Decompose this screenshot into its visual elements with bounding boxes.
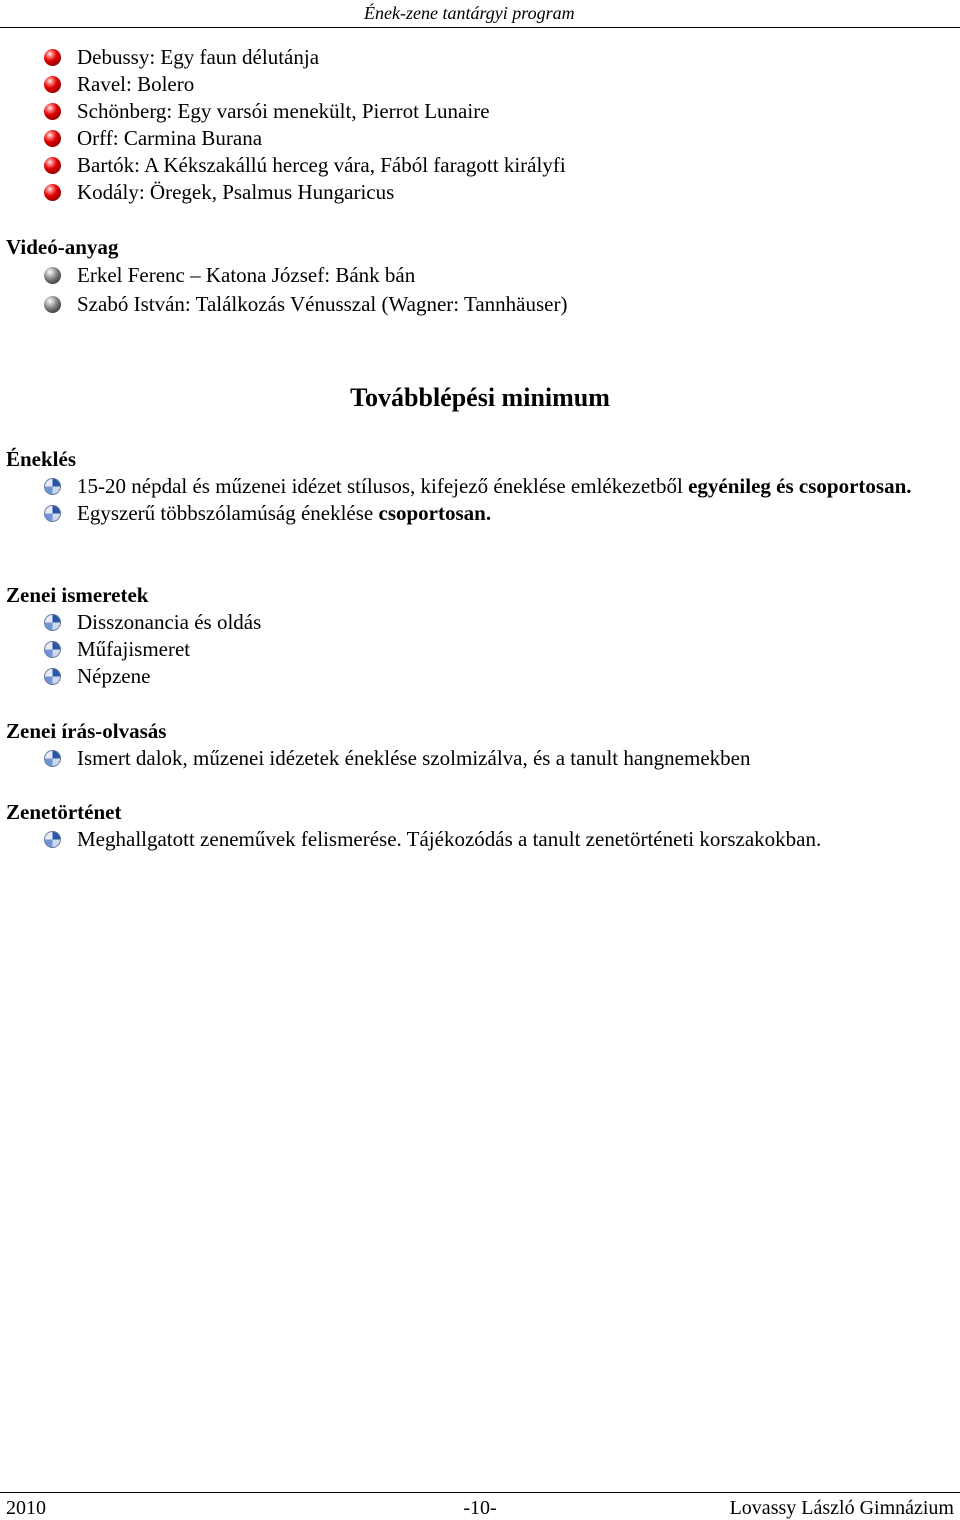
blue-pie-bullet-icon [44,478,61,495]
list-item [0,609,960,636]
list-item [0,179,960,206]
blue-pie-bullet-icon [44,614,61,631]
list-item [0,44,960,71]
red-ball-bullet-icon [44,184,61,201]
red-ball-bullet-icon [44,103,61,120]
list-item [0,291,960,318]
gray-ball-bullet-icon [44,267,61,284]
list-item [0,152,960,179]
list-item-label: Debussy: Egy faun délutánja [77,45,320,69]
list-item-label: Schönberg: Egy varsói menekült, Pierrot Lunaire [77,99,490,123]
blue-pie-bullet-icon [44,668,61,685]
footer-page-number: -10- [463,1497,497,1519]
list-item-emphasis: egyénileg és csoportosan. [688,474,912,498]
red-ball-bullet-icon [44,49,61,66]
blue-pie-bullet-icon [44,505,61,522]
list-item [0,636,960,663]
list-item [0,262,960,289]
list-item-label: Kodály: Öregek, Psalmus Hungaricus [77,180,395,204]
gray-ball-bullet-icon [44,296,61,313]
red-ball-bullet-icon [44,76,61,93]
red-ball-bullet-icon [44,130,61,147]
singing-list [0,473,960,527]
blue-pie-bullet-icon [44,641,61,658]
list-item-label: Meghallgatott zeneművek felismerése. Tájékozódás a tanult zenetörténeti korszakokban. [77,827,822,851]
list-item-label: Bartók: A Kékszakállú herceg vára, Fából faragott királyfi [77,153,566,177]
footer-school-name: Lovassy László Gimnázium [729,1497,954,1519]
history-list [0,826,960,853]
list-item-label: Műfajismeret [77,637,191,661]
page-footer [0,1492,960,1520]
red-ball-bullet-icon [44,157,61,174]
list-item-label: 15-20 népdal és műzenei idézet stílusos, kifejező éneklése emlékezetből [77,474,689,498]
video-list [0,262,960,318]
list-item-label: Ismert dalok, műzenei idézetek éneklése szolmizálva, és a tanult hangnemekben [77,746,751,770]
knowledge-list [0,609,960,690]
list-item-label: Erkel Ferenc – Katona József: Bánk bán [77,263,416,287]
blue-pie-bullet-icon [44,831,61,848]
list-item [0,745,960,772]
list-item-emphasis: csoportosan. [378,501,492,525]
history-heading: Zenetörténet [6,800,122,824]
reading-heading: Zenei írás-olvasás [6,719,167,743]
video-heading: Videó-anyag [6,235,119,259]
list-item [0,71,960,98]
list-item-label: Egyszerű többszólamúság éneklése [77,501,379,525]
list-item [0,125,960,152]
page-header [0,0,960,28]
list-item [0,98,960,125]
list-item [0,473,960,500]
list-item-label: Ravel: Bolero [77,72,195,96]
footer-year: 2010 [6,1497,46,1519]
reading-list [0,745,960,772]
list-item [0,826,960,853]
knowledge-heading: Zenei ismeretek [6,583,149,607]
list-item [0,663,960,690]
list-item-label: Népzene [77,664,151,688]
blue-pie-bullet-icon [44,750,61,767]
list-item-label: Disszonancia és oldás [77,610,262,634]
list-item [0,500,960,527]
page-title: Továbblépési minimum [350,383,610,412]
listening-list [0,44,960,206]
singing-heading: Éneklés [6,447,77,471]
list-item-label: Orff: Carmina Burana [77,126,263,150]
header-title: Ének-zene tantárgyi program [364,3,575,23]
list-item-label: Szabó István: Találkozás Vénusszal (Wagner: Tannhäuser) [77,292,568,316]
